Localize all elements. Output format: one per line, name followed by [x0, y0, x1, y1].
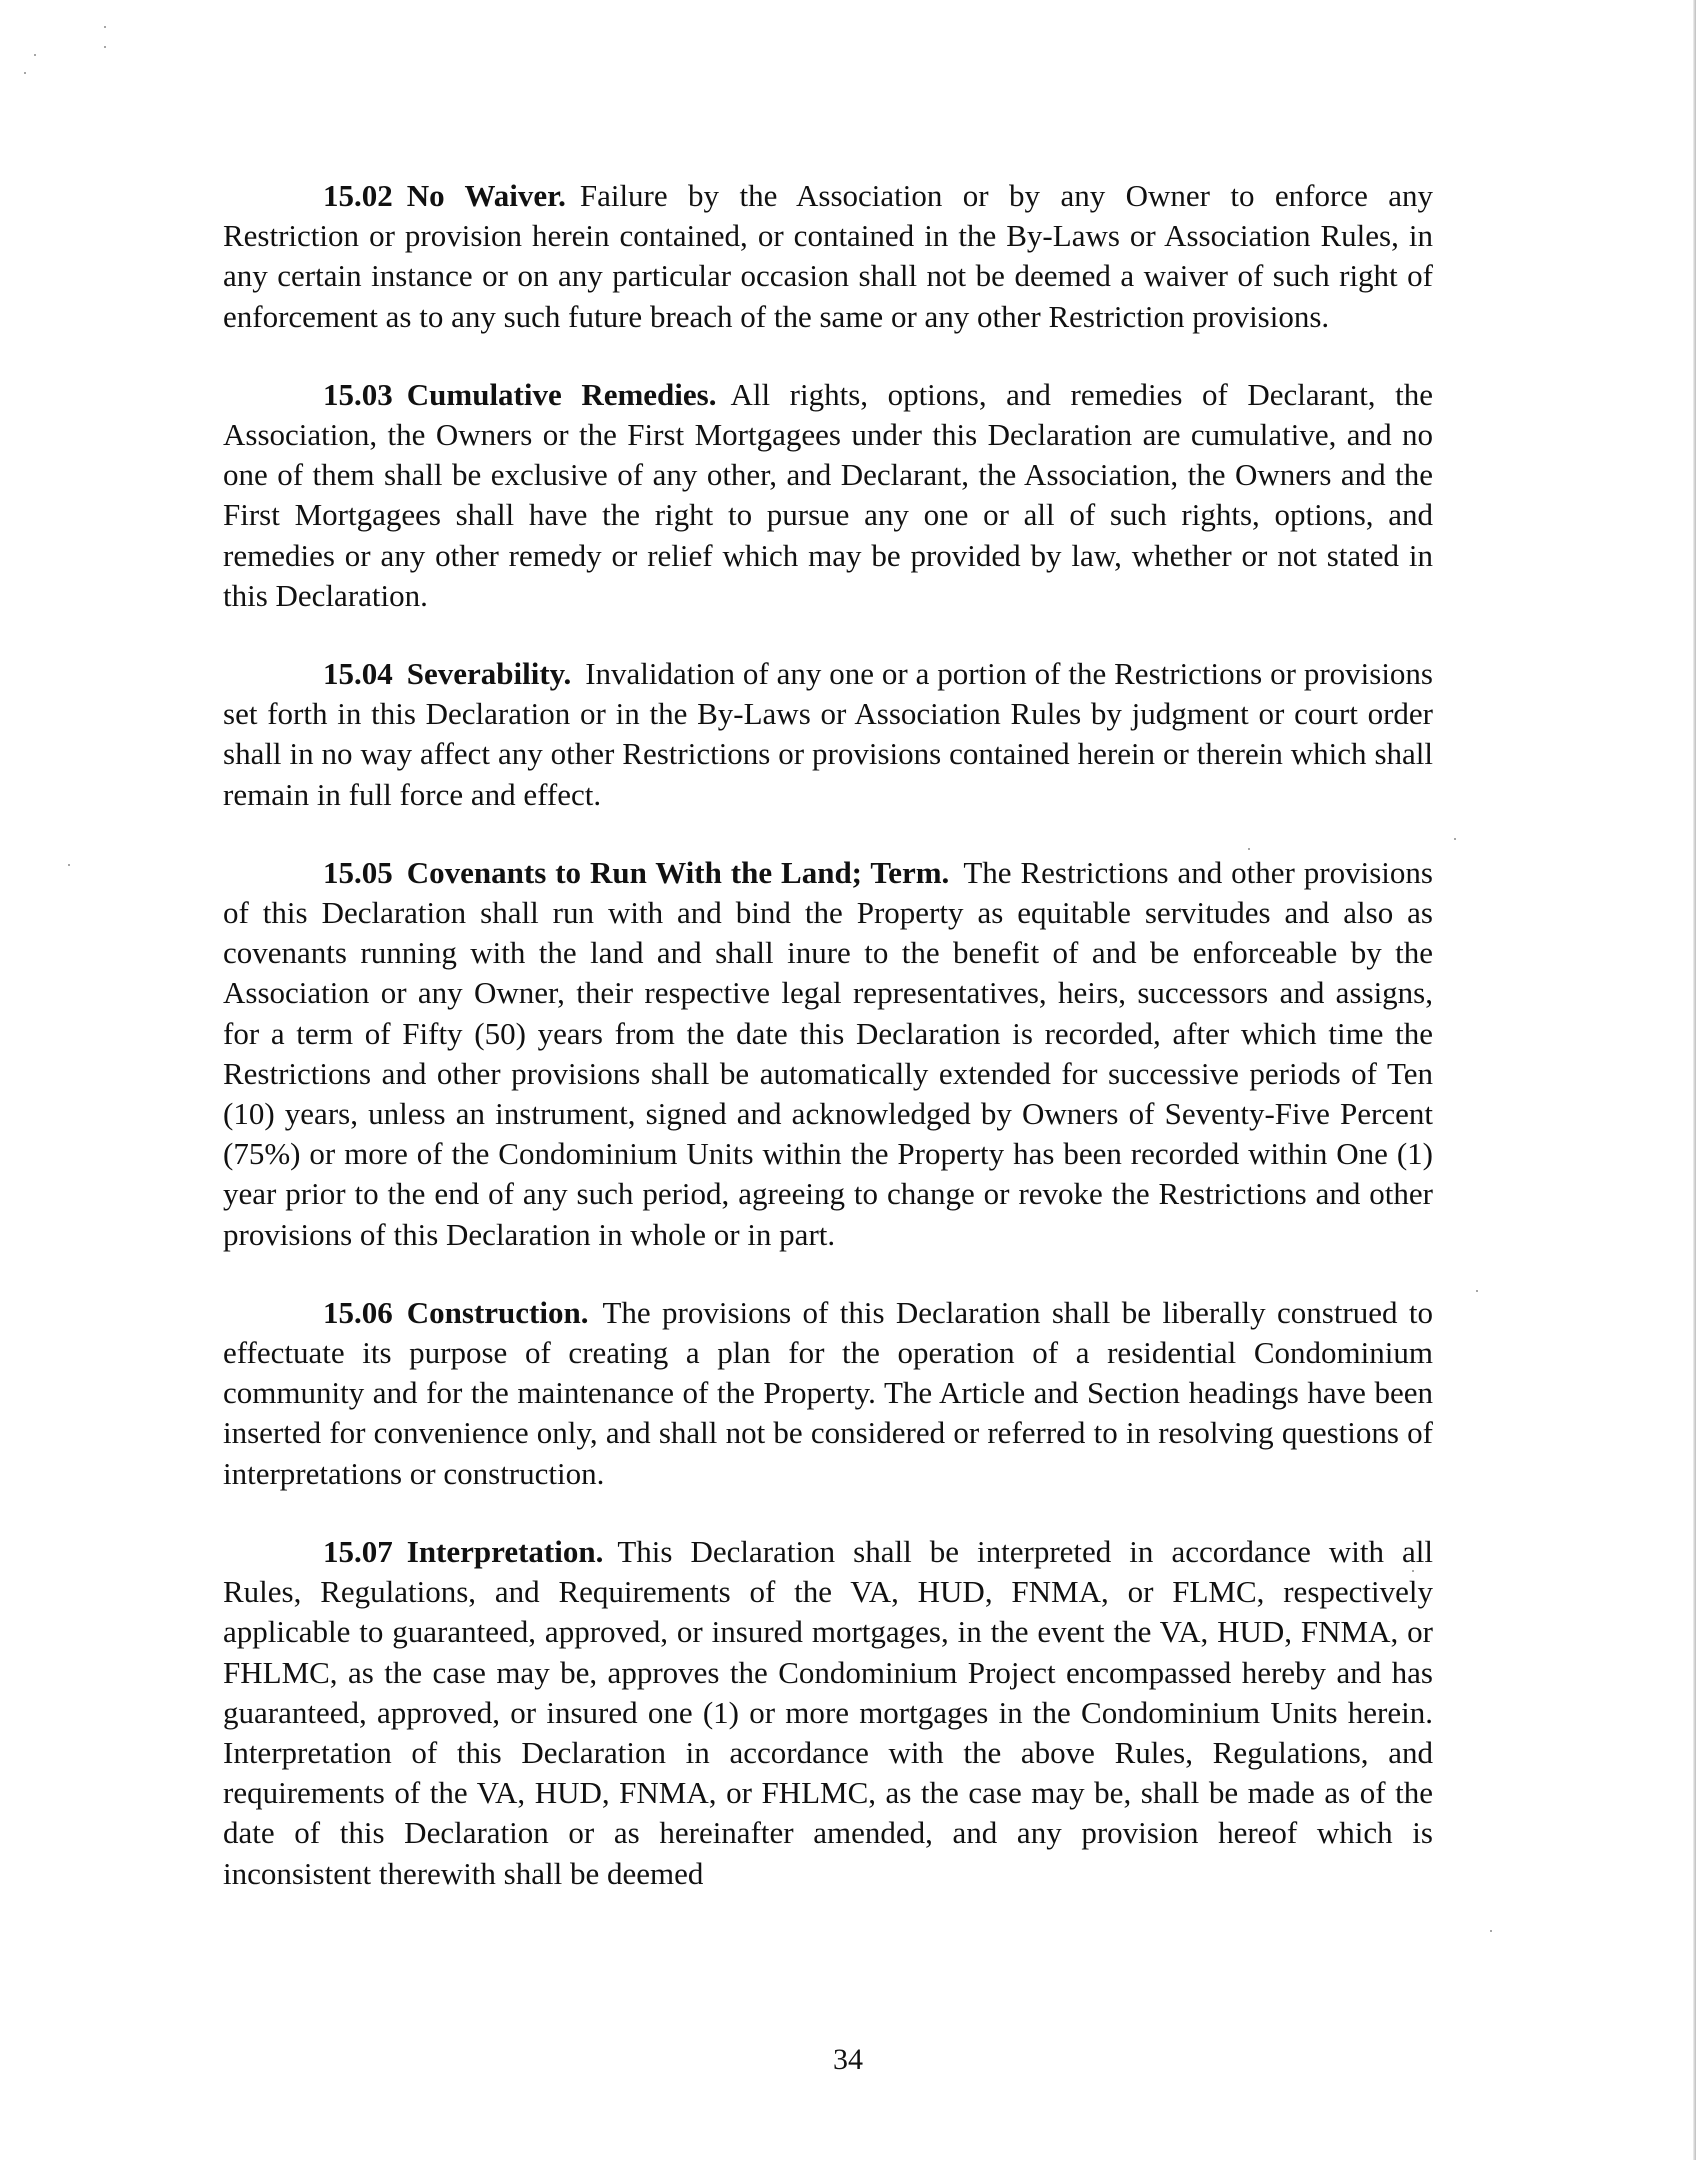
section-body: The Restrictions and other provisions of this Declaration shall run with and bind the Property as equitable servitudes and also as covenants running with the land and shall inure to the benefit of and be enforceable by the Association or any Owner, their respective legal representatives, heirs, successors and assigns, for a term of Fifty (50) years from the date this Declaration is recorded, after which time the Restrictions and other provisions shall be automatically extended for successive periods of Ten (10) years, unless an instrument, signed and acknowledged by Owners of Seventy-Five Percent (75%) or more of the Condominium Units within the Property has been recorded within One (1) year prior to the end of any such period, agreeing to change or revoke the Restrictions and other provisions of this Declaration in whole or in part. [223, 854, 1433, 1252]
section-15-06 [223, 1293, 1433, 1494]
scan-speck [24, 72, 26, 74]
section-15-04 [223, 654, 1433, 815]
section-body: Invalidation of any one or a portion of the Restrictions or provisions set forth in this Declaration or in the By-Laws or Association Rules by judgment or court order shall in no way affect any other Restrictions or provisions contained herein or therein which shall remain in full force and effect. [223, 656, 1433, 812]
section-body: The provisions of this Declaration shall be liberally construed to effectuate its purpose of creating a plan for the operation of a residential Condominium community and for the maintenance of the Property. The Article and Section headings have been inserted for convenience only, and shall not be considered or referred to in resolving questions of interpretations or construction. [223, 1294, 1433, 1491]
section-number: 15.02 [323, 178, 393, 213]
document-body [223, 176, 1433, 1932]
scan-speck [1454, 838, 1456, 840]
scan-speck [1490, 1930, 1492, 1932]
section-heading: Cumulative Remedies. [406, 376, 717, 412]
section-body: This Declaration shall be interpreted in accordance with all Rules, Regulations, and Requirements of the VA, HUD, FNMA, or FLMC, respectively applicable to guaranteed, approved, or insured mortgages, in the event the VA, HUD, FNMA, or FHLMC, as the case may be, approves the Condominium Project encompassed hereby and has guaranteed, approved, or insured one (1) or more mortgages in the Condominium Units herein. Interpretation of this Declaration in accordance with the above Rules, Regulations, and requirements of the VA, HUD, FNMA, or FHLMC, as the case may be, shall be made as of the date of this Declaration or as hereinafter amended, and any provision hereof which is inconsistent therewith shall be deemed [223, 1533, 1433, 1891]
section-body: Failure by the Association or by any Owner to enforce any Restriction or provision herein contained, or contained in the By-Laws or Association Rules, in any certain instance or on any particular occasion shall not be deemed a waiver of such right of enforcement as to any such future breach of the same or any other Restriction provisions. [223, 178, 1434, 334]
scan-speck [104, 46, 106, 48]
page-number: 34 [833, 2043, 863, 2076]
section-15-07 [223, 1532, 1433, 1894]
section-heading: Covenants to Run With the Land; Term. [406, 854, 950, 890]
section-15-02 [223, 176, 1433, 337]
section-heading: Severability. [406, 656, 572, 692]
section-number: 15.04 [323, 656, 393, 692]
scan-speck [68, 864, 70, 866]
scan-speck [104, 26, 106, 28]
scan-speck [1476, 1290, 1478, 1292]
section-number: 15.03 [323, 376, 393, 412]
section-number: 15.07 [323, 1533, 393, 1569]
section-heading: No Waiver. [406, 178, 566, 213]
section-15-03 [223, 375, 1433, 616]
section-number: 15.05 [323, 854, 393, 890]
section-heading: Construction. [406, 1294, 589, 1330]
section-heading: Interpretation. [406, 1533, 604, 1569]
section-body: All rights, options, and remedies of Declarant, the Association, the Owners or the First Mortgagees under this Declaration are cumulative, and no one of them shall be exclusive of any other, and Declarant, the Association, the Owners and the First Mortgagees shall have the right to pursue any one or all of such rights, options, and remedies or any other remedy or relief which may be provided by law, whether or not stated in this Declaration. [223, 376, 1433, 613]
scan-speck [34, 54, 36, 56]
section-15-05 [223, 853, 1433, 1255]
section-number: 15.06 [323, 1294, 393, 1330]
